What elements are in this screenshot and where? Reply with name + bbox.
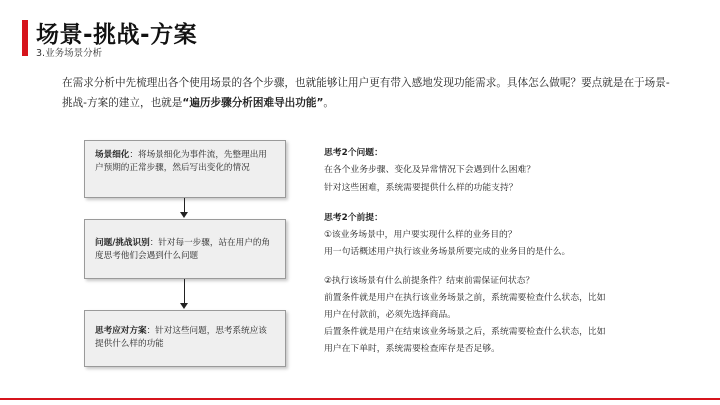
premises-heading: 思考2个前提： — [324, 213, 383, 223]
intro-paragraph — [62, 73, 672, 113]
arrow-down-icon — [180, 303, 188, 309]
arrow-down-icon — [180, 212, 188, 218]
flow-connector — [184, 198, 185, 213]
flow-box-challenge-identify — [84, 219, 286, 279]
premise-item: ①该业务场景中，用户要实现什么样的业务目的？ — [324, 230, 517, 240]
flow-box-body: ：针对每一步骤，站在用户的角度思考他们会遇到什么问题 — [95, 238, 271, 261]
page-title: 场景-挑战-方案 — [36, 22, 198, 48]
flow-connector — [184, 279, 185, 304]
footer-divider — [0, 398, 720, 400]
premise-item: ②执行该场景有什么前提条件？结束前需保证何状态？ — [324, 276, 535, 286]
flow-box-body: ：将场景细化为事件流，先整理出用户预期的正常步骤，然后写出变化的情况 — [95, 150, 267, 173]
intro-quote: “遍历步骤分析困难导出功能” — [182, 97, 324, 109]
premise-item: 用户在付款前，必须先选择商品。 — [324, 310, 456, 320]
flow-box-term: 问题/挑战识别 — [95, 238, 150, 248]
premise-item: 前置条件就是用户在执行该业务场景之前，系统需要检查什么状态，比如 — [324, 293, 606, 303]
intro-end: 。 — [323, 97, 335, 109]
flow-box-term: 思考应对方案 — [95, 326, 147, 336]
flow-box-body: ：针对这些问题，思考系统应该提供什么样的功能 — [95, 326, 267, 349]
question-item: 针对这些困难，系统需要提供什么样的功能支持？ — [324, 183, 518, 193]
page-subtitle: 3.业务场景分析 — [36, 48, 103, 59]
questions-heading: 思考2个问题： — [324, 148, 383, 158]
premise-item: 用户在下单时，系统需要检查库存是否足够。 — [324, 344, 500, 354]
flow-box-term: 场景细化 — [95, 150, 130, 160]
question-item: 在各个业务步骤、变化及异常情况下会遇到什么困难？ — [324, 165, 536, 175]
title-accent-bar — [22, 20, 28, 56]
premise-item: 用一句话概述用户执行该业务场景所要完成的业务目的是什么。 — [324, 247, 571, 257]
intro-lead: 在需求分析中先梳理出各个使用场景的各个步骤，也就能够让用户更有带入感地发现功能需求。具体怎么做呢？要点就是在于场景-挑战-方案的建立，也就是 — [62, 77, 670, 109]
flow-box-scenario-detail — [84, 140, 286, 198]
premise-item: 后置条件就是用户在结束该业务场景之后，系统需要检查什么状态，比如 — [324, 327, 606, 337]
flow-box-solution — [84, 310, 286, 367]
